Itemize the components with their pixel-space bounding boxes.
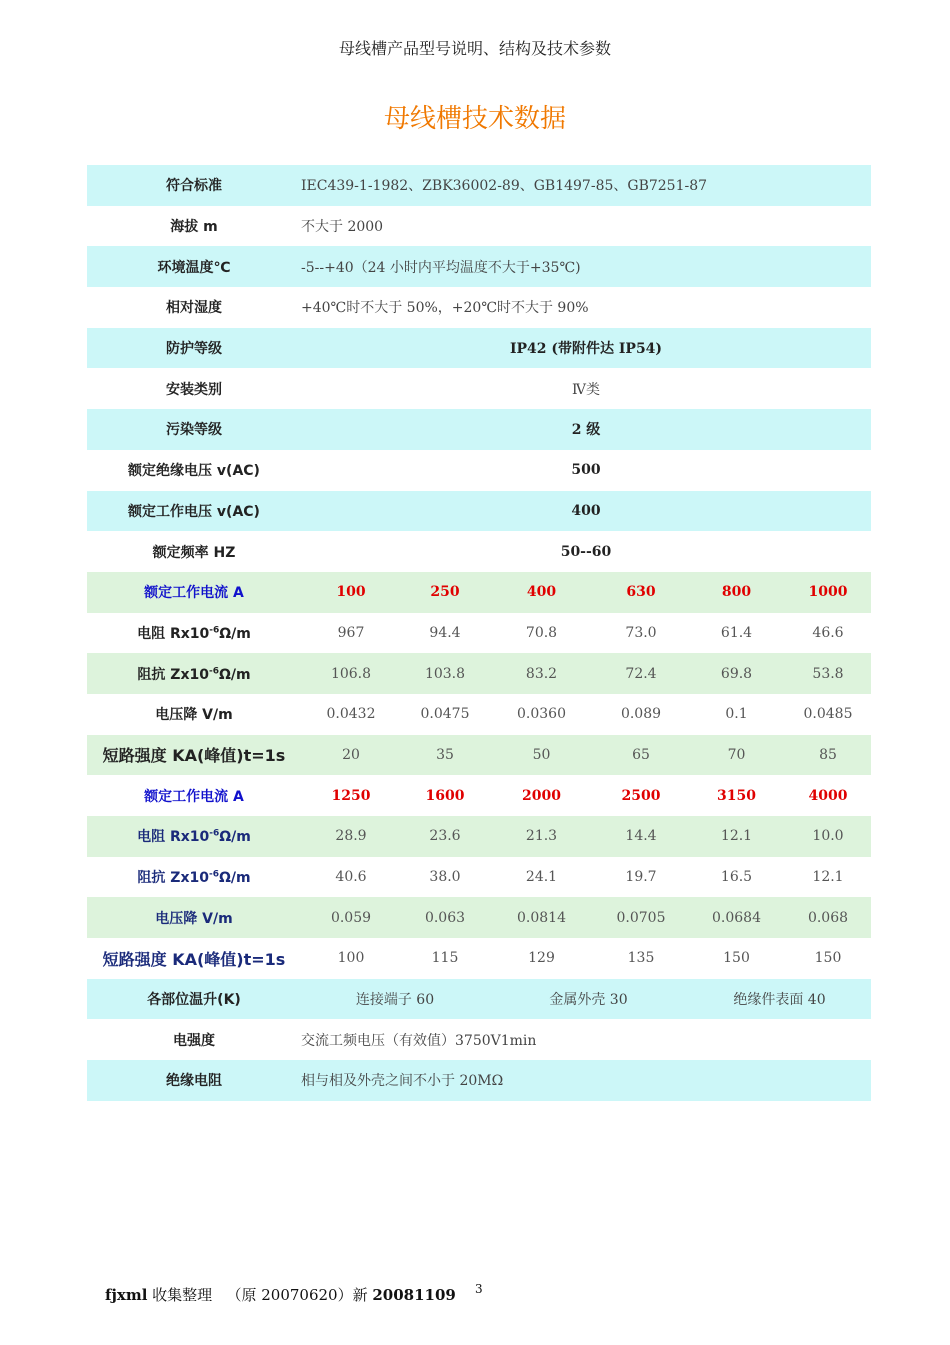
value-cell: 14.4 (594, 816, 688, 857)
row-label: 额定工作电压 v(AC) (87, 491, 301, 532)
value-cell: 16.5 (688, 857, 785, 898)
current-cell: 1250 (301, 775, 401, 816)
current-cell: 250 (401, 572, 489, 613)
value-cell: 0.059 (301, 897, 401, 938)
value-cell: 53.8 (785, 653, 871, 694)
row-rated-current-1 (87, 572, 871, 613)
value-cell: 28.9 (301, 816, 401, 857)
value-cell: 70.8 (489, 613, 594, 654)
row-install (87, 368, 871, 409)
temp-rise-insulator: 绝缘件表面 40 (688, 979, 871, 1020)
row-label: 相对湿度 (87, 287, 301, 328)
row-short-circuit-1 (87, 735, 871, 776)
page-footer (105, 1284, 456, 1305)
row-label: 短路强度 KA(峰值)t=1s (87, 735, 301, 776)
row-value: -5--+40（24 小时内平均温度不大于+35℃) (301, 246, 871, 287)
row-voltage-drop-2 (87, 897, 871, 938)
value-cell: 12.1 (688, 816, 785, 857)
row-label: 电阻 $Rx10^{-6}\Omega/m$ (87, 613, 301, 654)
value-cell: 19.7 (594, 857, 688, 898)
row-value: IEC439-1-1982、ZBK36002-89、GB1497-85、GB7251-87 (301, 165, 871, 206)
row-rated-current-2 (87, 775, 871, 816)
row-insulation-resistance (87, 1060, 871, 1101)
value-cell: 73.0 (594, 613, 688, 654)
row-frequency (87, 531, 871, 572)
row-reactance-2 (87, 857, 871, 898)
value-cell: 0.063 (401, 897, 489, 938)
row-value: 不大于 2000 (301, 206, 871, 247)
row-label: 污染等级 (87, 409, 301, 450)
row-altitude (87, 206, 871, 247)
value-cell: 129 (489, 938, 594, 979)
value-cell: 0.0705 (594, 897, 688, 938)
current-cell: 2000 (489, 775, 594, 816)
current-cell: 400 (489, 572, 594, 613)
row-label: 电阻 $Rx10^{-6}\Omega/m$ (87, 816, 301, 857)
value-cell: 0.089 (594, 694, 688, 735)
row-value: 交流工频电压（有效值）3750V1min (301, 1019, 871, 1060)
row-protection (87, 328, 871, 369)
value-cell: 24.1 (489, 857, 594, 898)
value-cell: 94.4 (401, 613, 489, 654)
value-cell: 0.0485 (785, 694, 871, 735)
row-resistance-2 (87, 816, 871, 857)
row-label: 阻抗 $Zx10^{-6}\Omega/m$ (87, 857, 301, 898)
value-cell: 69.8 (688, 653, 785, 694)
temp-rise-terminal: 连接端子 60 (301, 979, 489, 1020)
row-label: 电压降 V/m (87, 694, 301, 735)
value-cell: 0.068 (785, 897, 871, 938)
row-label: 各部位温升(K) (87, 979, 301, 1020)
temp-rise-enclosure: 金属外壳 30 (489, 979, 688, 1020)
row-label: 额定工作电流 A (87, 572, 301, 613)
value-cell: 135 (594, 938, 688, 979)
row-label: 电强度 (87, 1019, 301, 1060)
row-label: 电压降 V/m (87, 897, 301, 938)
value-cell: 23.6 (401, 816, 489, 857)
page-number: 3 (475, 1282, 483, 1296)
row-humidity (87, 287, 871, 328)
row-value: 400 (301, 491, 871, 532)
current-cell: 1000 (785, 572, 871, 613)
value-cell: 12.1 (785, 857, 871, 898)
row-label: 额定频率 HZ (87, 531, 301, 572)
row-label: 短路强度 KA(峰值)t=1s (87, 938, 301, 979)
row-voltage-drop-1 (87, 694, 871, 735)
current-cell: 4000 (785, 775, 871, 816)
page-header: 母线槽产品型号说明、结构及技术参数 (338, 39, 611, 58)
row-label: 额定工作电流 A (87, 775, 301, 816)
page-title: 母线槽技术数据 (383, 104, 566, 134)
value-cell: 20 (301, 735, 401, 776)
row-label: 海拔 m (87, 206, 301, 247)
value-cell: 0.0475 (401, 694, 489, 735)
current-cell: 3150 (688, 775, 785, 816)
value-cell: 0.0814 (489, 897, 594, 938)
value-cell: 10.0 (785, 816, 871, 857)
current-cell: 630 (594, 572, 688, 613)
value-cell: 65 (594, 735, 688, 776)
footer-text: 收集整理 （原 20070620）新 (147, 1286, 373, 1304)
row-resistance-1 (87, 613, 871, 654)
row-label: 符合标准 (87, 165, 301, 206)
row-label: 安装类别 (87, 368, 301, 409)
value-cell: 72.4 (594, 653, 688, 694)
row-value: 500 (301, 450, 871, 491)
spec-table (87, 165, 871, 1101)
footer-date: 20081109 (372, 1286, 456, 1304)
row-value: 50--60 (301, 531, 871, 572)
row-value: Ⅳ类 (301, 368, 871, 409)
value-cell: 70 (688, 735, 785, 776)
row-label: 绝缘电阻 (87, 1060, 301, 1101)
value-cell: 83.2 (489, 653, 594, 694)
value-cell: 0.0432 (301, 694, 401, 735)
row-label: 防护等级 (87, 328, 301, 369)
row-ambient (87, 246, 871, 287)
value-cell: 40.6 (301, 857, 401, 898)
row-dielectric (87, 1019, 871, 1060)
row-insulation-voltage (87, 450, 871, 491)
row-label: 环境温度℃ (87, 246, 301, 287)
value-cell: 0.1 (688, 694, 785, 735)
row-value: 相与相及外壳之间不小于 20MΩ (301, 1060, 871, 1101)
value-cell: 46.6 (785, 613, 871, 654)
current-cell: 100 (301, 572, 401, 613)
value-cell: 150 (785, 938, 871, 979)
value-cell: 0.0360 (489, 694, 594, 735)
row-reactance-1 (87, 653, 871, 694)
row-working-voltage (87, 491, 871, 532)
value-cell: 106.8 (301, 653, 401, 694)
row-label: 额定绝缘电压 v(AC) (87, 450, 301, 491)
value-cell: 100 (301, 938, 401, 979)
row-standard (87, 165, 871, 206)
value-cell: 21.3 (489, 816, 594, 857)
value-cell: 967 (301, 613, 401, 654)
row-value: 2 级 (301, 409, 871, 450)
value-cell: 103.8 (401, 653, 489, 694)
value-cell: 150 (688, 938, 785, 979)
value-cell: 85 (785, 735, 871, 776)
row-pollution (87, 409, 871, 450)
current-cell: 1600 (401, 775, 489, 816)
value-cell: 0.0684 (688, 897, 785, 938)
row-short-circuit-2 (87, 938, 871, 979)
footer-author: fjxml (105, 1286, 148, 1304)
row-temperature-rise (87, 979, 871, 1020)
value-cell: 61.4 (688, 613, 785, 654)
row-label: 阻抗 $Zx10^{-6}\Omega/m$ (87, 653, 301, 694)
value-cell: 50 (489, 735, 594, 776)
current-cell: 800 (688, 572, 785, 613)
row-value: IP42 (带附件达 IP54) (301, 328, 871, 369)
value-cell: 115 (401, 938, 489, 979)
value-cell: 38.0 (401, 857, 489, 898)
row-value: +40℃时不大于 50%，+20℃时不大于 90% (301, 287, 871, 328)
value-cell: 35 (401, 735, 489, 776)
current-cell: 2500 (594, 775, 688, 816)
